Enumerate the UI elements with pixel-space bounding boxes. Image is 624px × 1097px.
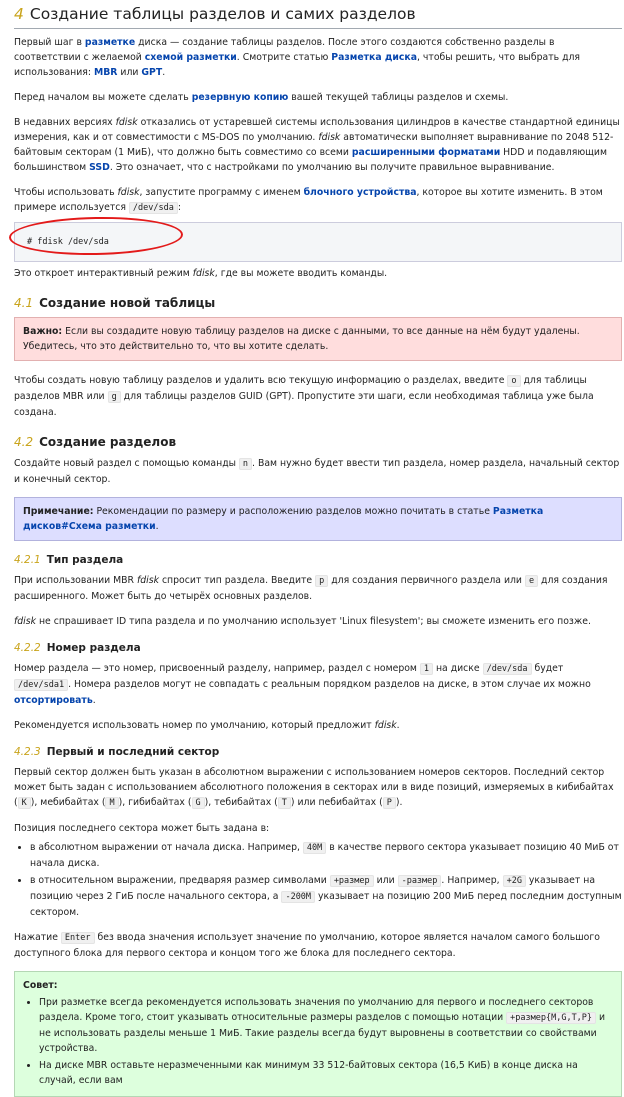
- command-text: # fdisk /dev/sda: [27, 237, 109, 247]
- link-ssd[interactable]: SSD: [89, 162, 110, 173]
- red-circle-annotation: [9, 215, 184, 256]
- link-sort[interactable]: отсортировать: [14, 695, 93, 706]
- paragraph-type-id: fdisk не спрашивает ID типа раздела и по умолчанию использует 'Linux filesystem'; вы сможете изменить его позже.: [14, 616, 591, 627]
- note-box: Примечание: Рекомендации по размеру и расположению разделов можно почитать в статье Разметка дисков#Схема разметки.: [14, 497, 622, 541]
- link-razmetka-diska[interactable]: Разметка диска: [331, 52, 417, 63]
- paragraph-new-table: Чтобы создать новую таблицу разделов и удалить всю текущую информацию о разделах, введите o для таблицы разделов MBR или g для таблицы разделов GUID (GPT). Пропустите эти шаги, если необходимая таблица уже была создана.: [14, 375, 594, 418]
- section-number: 4: [14, 5, 24, 23]
- link-razmetka[interactable]: разметке: [84, 37, 136, 48]
- link-advanced-format[interactable]: расширенными форматами: [351, 147, 501, 158]
- section-heading-4-2-1: 4.2.1 Тип раздела: [14, 554, 124, 566]
- paragraph-number: Номер раздела — это номер, присвоенный разделу, например, раздел с номером 1 на диске /dev/sda будет /dev/sda1 . Номера разделов могут не совпадать с реальным порядком разделов на диске, в этом случае их можно отсортировать.: [14, 663, 591, 706]
- code-block: [14, 222, 622, 262]
- article: [14, 0, 622, 1097]
- section-heading-4-2-2: 4.2.2 Номер раздела: [14, 642, 141, 654]
- paragraph-usage: Чтобы использовать fdisk, запустите программу с именем блочного устройства, которое вы хотите изменить. В этом примере используется /dev/sda :: [14, 187, 603, 213]
- section-heading-4-1: 4.1 Создание новой таблицы: [14, 296, 216, 310]
- paragraph-number-default: Рекомендуется использовать номер по умолчанию, который предложит fdisk.: [14, 720, 400, 731]
- list-item: • На диске MBR оставьте неразмеченными как минимум 33 512-байтовых сектора (16,5 КиБ) в конце диска на случай, если вам: [39, 1058, 613, 1088]
- paragraph-interactive: Это откроет интерактивный режим fdisk, где вы можете вводить команды.: [14, 268, 388, 279]
- list-item: • в абсолютном выражении от начала диска. Например, 40M в качестве первого сектора указывает позицию 40 МиБ от начала диска.: [30, 840, 622, 871]
- section-heading-4-2-3: 4.2.3 Первый и последний сектор: [14, 746, 220, 758]
- link-partition-scheme[interactable]: Разметка дисков#Схема разметки: [23, 506, 544, 532]
- list-item: • в относительном выражении, предваряя размер символами +размер или -размер . Например, +2G указывает на позицию через 2 ГиБ после начального сектора, а -200M указывает на позицию 200 МиБ перед последним доступным сектором.: [30, 873, 622, 920]
- section-heading-4: [14, 0, 622, 29]
- sector-list: [14, 840, 622, 920]
- section-heading-4-2: 4.2 Создание разделов: [14, 435, 177, 449]
- link-schema[interactable]: схемой разметки: [144, 52, 237, 63]
- paragraph-backup: Перед началом вы можете сделать резервную копию вашей текущей таблицы разделов и схемы.: [14, 92, 509, 103]
- section-title: Создание таблицы разделов и самих разделов: [29, 5, 416, 23]
- paragraph-intro: Первый шаг в разметке диска — создание таблицы разделов. После этого создаются собственно разделы в соответствии с желаемой схемой разметки. Смотрите статью Разметка диска, чтобы решить, что выбрать для использования: MBR или GPT.: [14, 37, 581, 78]
- paragraph-last-sector: Позиция последнего сектора может быть задана в:: [14, 823, 270, 834]
- paragraph-create: Создайте новый раздел с помощью команды n . Вам нужно будет ввести тип раздела, номер раздела, начальный сектор и конечный сектор.: [14, 458, 620, 485]
- warning-box: Важно: Если вы создадите новую таблицу разделов на диске с данными, то все данные на нём будут удалены. Убедитесь, что это действительно то, что вы хотите сделать.: [14, 317, 622, 361]
- link-mbr[interactable]: MBR: [93, 67, 118, 78]
- paragraph-sectors: Первый сектор должен быть указан в абсолютном выражении с использованием номеров секторов. Последний сектор может быть задан с использованием абсолютного положения в секторах или в виде позиций, измеряемых в кибибайтах ( K ), мебибайтах ( M ), гибибайтах ( G ), тебибайтах ( T ) или пебибайтах ( P ).: [14, 767, 614, 808]
- link-gpt[interactable]: GPT: [141, 67, 163, 78]
- paragraph-enter: Нажатие Enter без ввода значения использует значение по умолчанию, которое является началом самого большого доступного блока для первого сектора и концом того же блока для последнего сектора.: [14, 932, 600, 959]
- link-block-device[interactable]: блочного устройства: [303, 187, 417, 198]
- tip-box: Совет: • При разметке всегда рекомендуется использовать значения по умолчанию для первого и последнего секторов раздела. Кроме того, стоит указывать относительные размеры разделов с помощью нотации +размер{M,G,T,P} и не использовать разделы меньше 1 МиБ. Такие разделы всегда будут выровнены в соответствии со свойствами устройства. • На диске MBR оставьте неразмеченными как минимум 33 512-байтовых сектора (16,5 КиБ) в конце диска на случай, если вам: [14, 971, 622, 1097]
- list-item: • При разметке всегда рекомендуется использовать значения по умолчанию для первого и последнего секторов раздела. Кроме того, стоит указывать относительные размеры разделов с помощью нотации +размер{M,G,T,P} и не использовать разделы меньше 1 МиБ. Такие разделы всегда будут выровнены в соответствии со свойствами устройства.: [39, 995, 613, 1056]
- paragraph-alignment: В недавних версиях fdisk отказались от устаревшей системы использования цилиндров в качестве стандартной единицы измерения, как и от совместимости с MS-DOS по умолчанию. fdisk автоматически выполняет выравнивание по 2048 512-байтовым секторам (1 МиБ), что должно быть совместимо со всеми расширенными форматами HDD и подавляющим большинством SSD. Это означает, что с настройками по умолчанию вы получите правильное выравнивание.: [14, 117, 620, 173]
- tip-list: [23, 995, 613, 1088]
- link-backup[interactable]: резервную копию: [191, 92, 289, 103]
- paragraph-type: При использовании MBR fdisk спросит тип раздела. Введите p для создания первичного раздела или e для создания расширенного. Может быть до четырёх основных разделов.: [14, 575, 608, 602]
